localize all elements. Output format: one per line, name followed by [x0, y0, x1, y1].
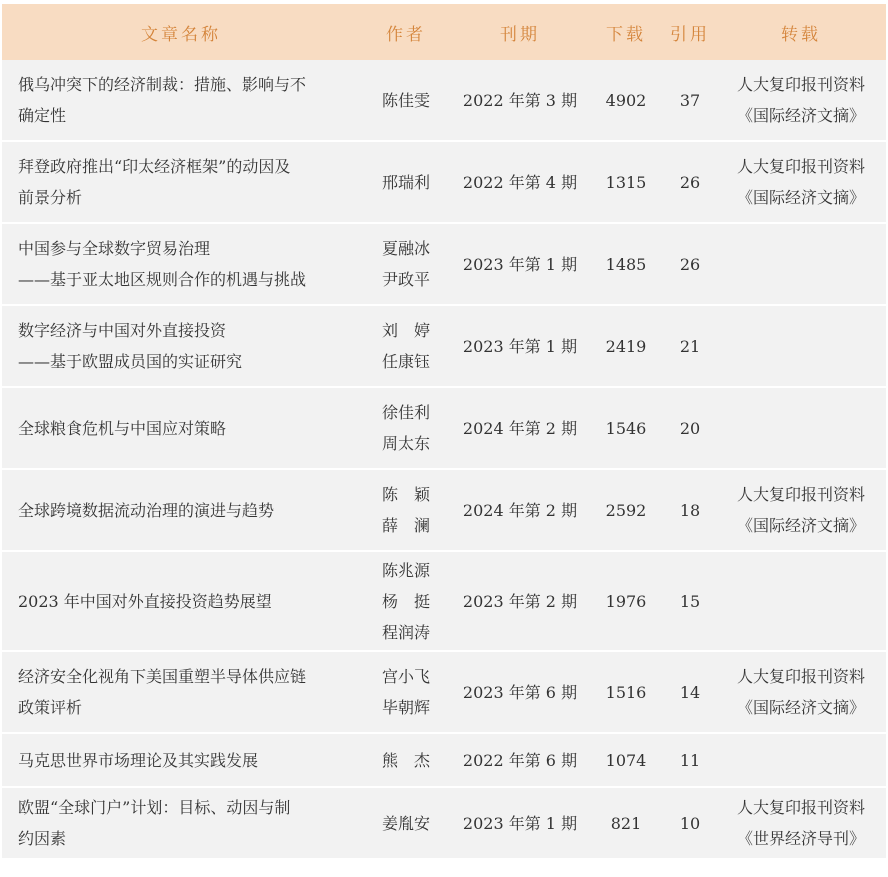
article-reprint-line: 人大复印报刊资料 [736, 75, 865, 94]
article-title-line: 全球跨境数据流动治理的演进与趋势 [18, 500, 275, 520]
article-citations: 26 [664, 142, 716, 222]
article-authors-line: 熊 杰 [381, 750, 430, 770]
article-issue: 2023 年第 1 期 [452, 224, 588, 304]
article-title [2, 552, 360, 650]
article-reprint [716, 788, 886, 858]
article-title-line: 欧盟“全球门户”计划：目标、动因与制 [18, 798, 291, 817]
table-row [2, 224, 886, 304]
table-row [2, 388, 886, 468]
article-title-line: 中国参与全球数字贸易治理 [18, 239, 211, 258]
article-reprint-line: 人大复印报刊资料 [736, 667, 865, 686]
article-reprint-line: 《世界经济导刊》 [736, 829, 865, 848]
table-row [2, 470, 886, 550]
article-downloads: 1516 [588, 652, 664, 732]
header-issue: 刊期 [452, 4, 588, 60]
table-row [2, 60, 886, 140]
article-issue: 2022 年第 3 期 [452, 60, 588, 140]
article-authors [360, 552, 452, 650]
article-title [2, 470, 360, 550]
article-authors-line: 周太东 [381, 434, 430, 453]
article-citations: 15 [664, 552, 716, 650]
article-title-line: 确定性 [18, 106, 67, 125]
article-authors [360, 224, 452, 304]
article-reprint [716, 552, 886, 650]
article-title-line: ——基于亚太地区规则合作的机遇与挑战 [18, 270, 307, 289]
article-downloads: 821 [588, 788, 664, 858]
article-authors [360, 788, 452, 858]
article-authors-line: 陈佳雯 [381, 90, 430, 110]
article-reprint [716, 306, 886, 386]
article-title-line: 政策评析 [18, 698, 83, 717]
article-authors-line: 程润涛 [381, 622, 430, 642]
article-title-line: 全球粮食危机与中国应对策略 [18, 418, 227, 438]
article-title-line: 前景分析 [18, 188, 83, 207]
article-reprint [716, 60, 886, 140]
article-title [2, 388, 360, 468]
article-authors [360, 470, 452, 550]
article-reprint [716, 224, 886, 304]
article-title-line: ——基于欧盟成员国的实证研究 [18, 352, 243, 371]
article-authors-line: 陈 颖 [381, 485, 430, 504]
article-authors-line: 夏融冰 [381, 239, 430, 258]
article-authors [360, 60, 452, 140]
article-citations: 11 [664, 734, 716, 786]
article-issue: 2022 年第 6 期 [452, 734, 588, 786]
article-downloads: 2419 [588, 306, 664, 386]
header-downloads: 下载 [588, 4, 664, 60]
article-title-line: 约因素 [18, 829, 67, 848]
table-row [2, 734, 886, 786]
article-authors-line: 徐佳利 [381, 403, 430, 422]
article-title-line: 马克思世界市场理论及其实践发展 [18, 750, 259, 770]
article-authors-line: 尹政平 [381, 270, 430, 289]
article-issue: 2023 年第 1 期 [452, 306, 588, 386]
article-authors-line: 薛 澜 [381, 516, 430, 535]
article-issue: 2023 年第 6 期 [452, 652, 588, 732]
article-authors [360, 142, 452, 222]
article-downloads: 1976 [588, 552, 664, 650]
article-authors-line: 杨 挺 [381, 591, 430, 611]
header-citations: 引用 [664, 4, 716, 60]
header-title: 文章名称 [2, 4, 360, 60]
article-issue: 2022 年第 4 期 [452, 142, 588, 222]
article-authors [360, 734, 452, 786]
article-authors-line: 邢瑞利 [381, 172, 430, 192]
article-title-line: 经济安全化视角下美国重塑半导体供应链 [18, 667, 307, 686]
article-reprint-line: 《国际经济文摘》 [736, 188, 865, 207]
table-row [2, 788, 886, 858]
article-title [2, 224, 360, 304]
article-reprint-line: 人大复印报刊资料 [736, 485, 865, 504]
article-reprint-line: 《国际经济文摘》 [736, 698, 865, 717]
header-author: 作者 [360, 4, 452, 60]
article-title [2, 788, 360, 858]
header-row [2, 4, 886, 60]
article-reprint [716, 734, 886, 786]
articles-table [2, 4, 886, 858]
article-title [2, 734, 360, 786]
table-row [2, 306, 886, 386]
article-issue: 2023 年第 2 期 [452, 552, 588, 650]
article-title [2, 60, 360, 140]
article-reprint [716, 142, 886, 222]
article-citations: 20 [664, 388, 716, 468]
article-citations: 37 [664, 60, 716, 140]
article-citations: 26 [664, 224, 716, 304]
article-downloads: 2592 [588, 470, 664, 550]
article-reprint-line: 人大复印报刊资料 [736, 798, 865, 817]
article-downloads: 1074 [588, 734, 664, 786]
table-row [2, 142, 886, 222]
article-issue: 2024 年第 2 期 [452, 388, 588, 468]
article-reprint [716, 470, 886, 550]
article-title-line: 2023 年中国对外直接投资趋势展望 [18, 591, 272, 611]
article-authors-line: 陈兆源 [381, 560, 430, 580]
table-row [2, 652, 886, 732]
article-title [2, 142, 360, 222]
article-authors-line: 任康钰 [381, 352, 430, 371]
article-title [2, 306, 360, 386]
article-authors-line: 姜胤安 [381, 813, 430, 833]
article-citations: 21 [664, 306, 716, 386]
article-authors-line: 刘 婷 [381, 321, 430, 340]
article-citations: 10 [664, 788, 716, 858]
article-downloads: 4902 [588, 60, 664, 140]
article-reprint-line: 《国际经济文摘》 [736, 106, 865, 125]
table-row [2, 552, 886, 650]
article-reprint-line: 《国际经济文摘》 [736, 516, 865, 535]
article-issue: 2024 年第 2 期 [452, 470, 588, 550]
article-authors-line: 毕朝辉 [381, 698, 430, 717]
header-reprint: 转载 [716, 4, 886, 60]
article-authors [360, 652, 452, 732]
article-downloads: 1485 [588, 224, 664, 304]
article-reprint [716, 652, 886, 732]
article-title-line: 俄乌冲突下的经济制裁：措施、影响与不 [18, 75, 307, 94]
article-citations: 18 [664, 470, 716, 550]
article-authors-line: 宫小飞 [381, 667, 430, 686]
article-citations: 14 [664, 652, 716, 732]
article-reprint [716, 388, 886, 468]
article-reprint-line: 人大复印报刊资料 [736, 157, 865, 176]
article-downloads: 1315 [588, 142, 664, 222]
article-title-line: 拜登政府推出“印太经济框架”的动因及 [18, 157, 291, 176]
article-title [2, 652, 360, 732]
article-downloads: 1546 [588, 388, 664, 468]
article-issue: 2023 年第 1 期 [452, 788, 588, 858]
article-authors [360, 306, 452, 386]
article-title-line: 数字经济与中国对外直接投资 [18, 321, 227, 340]
article-authors [360, 388, 452, 468]
